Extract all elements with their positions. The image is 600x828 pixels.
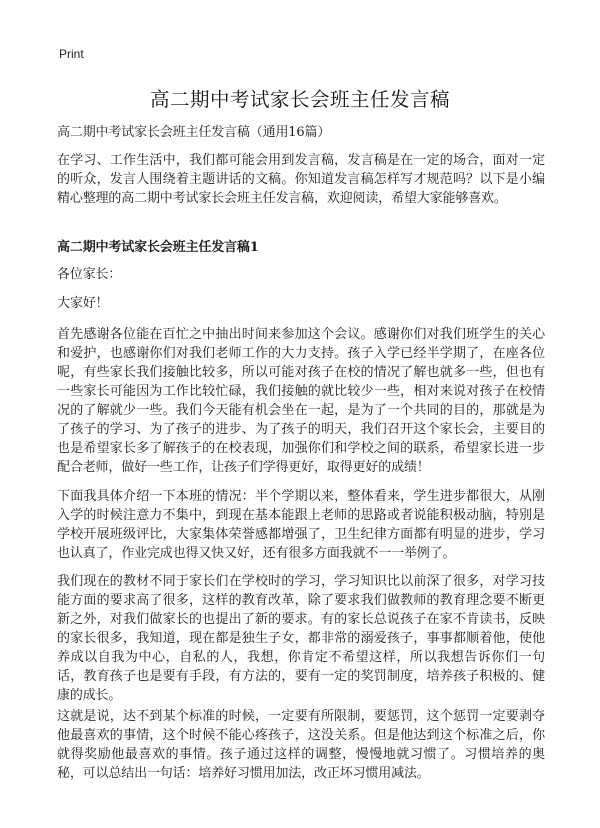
paragraph-text: 下面我具体介绍一下本班的情况：半个学期以来，整体看来，学生进步都很大，从刚入学的时候注意力不集中，到现在基本能跟上老师的思路或者说能积极动脑，特别是学校开展班级评比，大家集体荣誉感都增强了，卫生纪律方面都有明显的进步，学习也认真了，作业完成也得又快又好，还有很多方面我就不一一举例了。 (57, 489, 545, 561)
paragraph-text: 这就是说，达不到某个标准的时候，一定要有所限制，要惩罚，这个惩罚一定要剥夺他最喜欢的事情，这个时候不能心疼孩子，这没关系。但是他达到这个标准之后，你就得奖励他最喜欢的事情。孩子通过这样的调整，慢慢地就习惯了。习惯培养的奥秘，可以总结出一句话：培养好习惯用加法，改正坏习惯用减法。 (57, 709, 545, 781)
body-paragraph (57, 325, 545, 477)
body-paragraph (57, 572, 545, 705)
body-paragraph (57, 487, 545, 563)
greeting-text: 大家好！ (57, 296, 109, 311)
document-subtitle (57, 123, 545, 142)
section-heading-text: 高二期中考试家长会班主任发言稿1 (57, 240, 259, 255)
document-title: 高二期中考试家长会班主任发言稿 (149, 88, 450, 111)
print-label[interactable]: Print (59, 47, 84, 61)
subtitle-text: 高二期中考试家长会班主任发言稿（通用16篇） (57, 125, 331, 140)
paragraph-text: 首先感谢各位能在百忙之中抽出时间来参加这个会议。感谢你们对我们班学生的关心和爱护，也感谢你们对我们老师工作的大力支持。孩子入学已经半学期了，在座各位呢，有些家长我们接触比较多，所以可能对孩子在校的情况了解也就多一些，但也有一些家长可能因为工作比较忙碌，我们接触的就比较少一些，相对来说对孩子在校情况的了解就少一些。我们今天能有机会坐在一起，是为了一个共同的目的，那就是为了孩子的学习、为了孩子的进步、为了孩子的明天，我们召开这个家长会，主要目的也是希望家长多了解孩子的在校表现，加强你们和学校之间的联系，希望家长进一步配合老师，做好一些工作，让孩子们学得更好，取得更好的成绩！ (57, 327, 545, 475)
body-paragraph (57, 707, 545, 783)
paragraph-text: 我们现在的教材不同于家长们在学校时的学习，学习知识比以前深了很多，对学习技能方面的要求高了很多，这样的教育改革，除了要求我们做教师的教育理念要不断更新之外，对我们做家长的也提出了新的要求。有的家长总说孩子在家不肯读书，反映的家长很多，我知道，现在都是独生子女，都非常的溺爱孩子，事事都顺着他，使他养成以自我为中心，自私的人，我想，你肯定不希望这样，所以我想告诉你们一句话，教育孩子也是要有手段，有方法的，要有一定的奖罚制度，培养孩子积极的、健康的成长。 (57, 574, 545, 703)
intro-paragraph (57, 151, 545, 208)
salutation (57, 265, 545, 284)
section-heading (57, 238, 545, 257)
intro-text: 在学习、工作生活中，我们都可能会用到发言稿，发言稿是在一定的场合，面对一定的听众，发言人围绕着主题讲话的文稿。你知道发言稿怎样写才规范吗？以下是小编精心整理的高二期中考试家长会班主任发言稿，欢迎阅读，希望大家能够喜欢。 (57, 153, 545, 206)
salutation-text: 各位家长： (57, 267, 122, 282)
greeting (57, 294, 545, 313)
